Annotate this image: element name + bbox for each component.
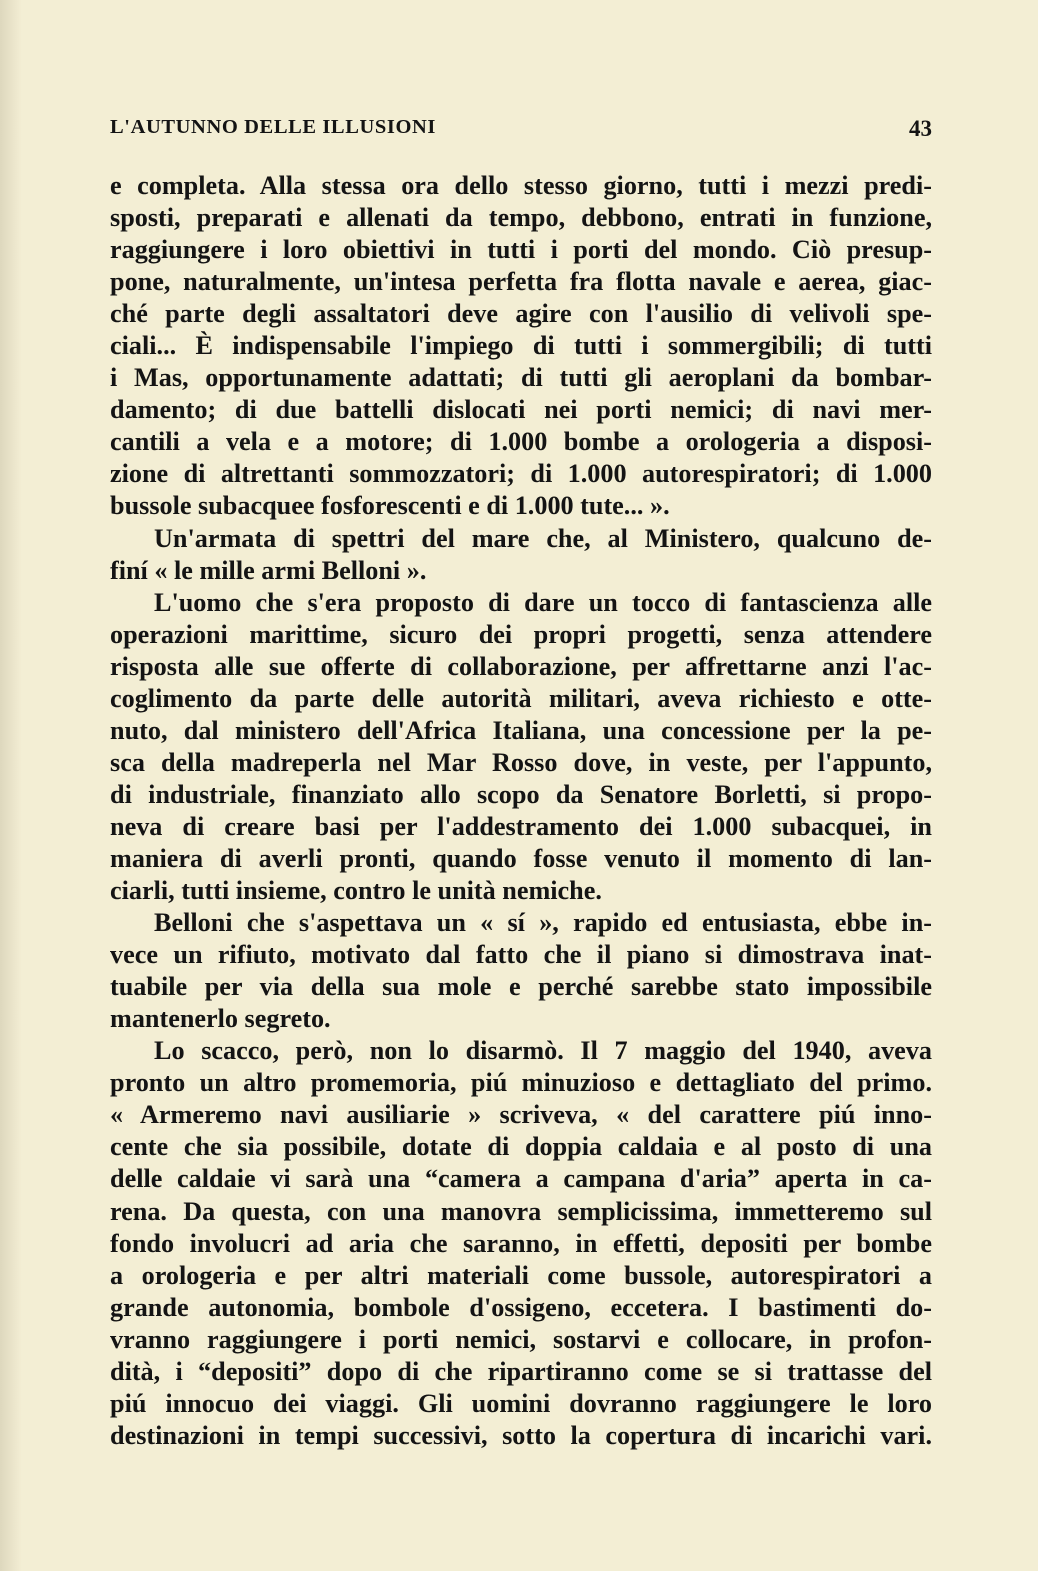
text-line: di industriale, finanziato allo scopo da Senatore Borletti, si propo-	[110, 779, 932, 809]
text-line: L'uomo che s'era proposto di dare un tocco di fantascienza alle	[154, 587, 932, 617]
text-line: sposti, preparati e allenati da tempo, debbono, entrati in funzione,	[110, 203, 932, 233]
text-line: i Mas, opportunamente adattati; di tutti gli aeroplani da bombar-	[110, 363, 932, 393]
text-line: finí « le mille armi Belloni ».	[110, 555, 427, 585]
text-line: « Armeremo navi ausiliarie » scriveva, « del carattere piú inno-	[110, 1100, 932, 1130]
text-line: pronto un altro promemoria, piú minuzioso e dettagliato del primo.	[110, 1068, 932, 1098]
chapter-title: L'AUTUNNO DELLE ILLUSIONI	[110, 116, 436, 138]
text-line: pone, naturalmente, un'intesa perfetta fra flotta navale e aerea, giac-	[110, 267, 932, 297]
text-line: ciarli, tutti insieme, contro le unità nemiche.	[110, 876, 602, 906]
text-line: zione di altrettanti sommozzatori; di 1.000 autorespiratori; di 1.000	[110, 459, 932, 489]
text-line: vranno raggiungere i porti nemici, sostarvi e collocare, in profon-	[110, 1324, 932, 1354]
text-line: bussole subacquee fosforescenti e di 1.000 tute... ».	[110, 491, 670, 521]
body-text	[110, 170, 932, 1452]
text-line: destinazioni in tempi successivi, sotto la copertura di incarichi vari.	[110, 1420, 932, 1450]
text-line: Lo scacco, però, non lo disarmò. Il 7 maggio del 1940, aveva	[154, 1036, 932, 1066]
text-line: sca della madreperla nel Mar Rosso dove, in veste, per l'appunto,	[110, 747, 932, 777]
text-line: piú innocuo dei viaggi. Gli uomini dovranno raggiungere le loro	[110, 1388, 932, 1418]
text-line: dità, i “depositi” dopo di che ripartiranno come se si trattasse del	[110, 1356, 932, 1386]
page-number: 43	[909, 116, 932, 141]
text-line: tuabile per via della sua mole e perché sarebbe stato impossibile	[110, 972, 932, 1002]
text-line: cantili a vela e a motore; di 1.000 bombe a orologeria a disposi-	[110, 427, 932, 457]
text-line: risposta alle sue offerte di collaborazione, per affrettarne anzi l'ac-	[110, 651, 932, 681]
text-line: fondo involucri ad aria che saranno, in effetti, depositi per bombe	[110, 1228, 932, 1258]
text-line: e completa. Alla stessa ora dello stesso giorno, tutti i mezzi predi-	[110, 171, 932, 200]
text-line: rena. Da questa, con una manovra semplicissima, immetteremo sul	[110, 1196, 932, 1226]
text-line: damento; di due battelli dislocati nei porti nemici; di navi mer-	[110, 395, 932, 425]
page-edge-shadow	[0, 0, 22, 1571]
text-line: vece un rifiuto, motivato dal fatto che il piano si dimostrava inat-	[110, 940, 932, 970]
text-line: nuto, dal ministero dell'Africa Italiana, una concessione per la pe-	[110, 715, 932, 745]
text-line: neva di creare basi per l'addestramento dei 1.000 subacquei, in	[110, 811, 932, 841]
text-line: cente che sia possibile, dotate di doppia caldaia e al posto di una	[110, 1132, 932, 1162]
text-line: delle caldaie vi sarà una “camera a campana d'aria” aperta in ca-	[110, 1164, 932, 1194]
text-line: mantenerlo segreto.	[110, 1004, 331, 1034]
text-line: raggiungere i loro obiettivi in tutti i porti del mondo. Ciò presup-	[110, 235, 932, 265]
text-line: ciali... È indispensabile l'impiego di tutti i sommergibili; di tutti	[110, 331, 932, 361]
text-line: Belloni che s'aspettava un « sí », rapido ed entusiasta, ebbe in-	[154, 908, 932, 938]
text-line: a orologeria e per altri materiali come bussole, autorespiratori a	[110, 1260, 932, 1290]
text-line: operazioni marittime, sicuro dei propri progetti, senza attendere	[110, 619, 932, 649]
text-line: Un'armata di spettri del mare che, al Ministero, qualcuno de-	[154, 523, 932, 553]
running-head	[110, 116, 932, 146]
text-line: grande autonomia, bombole d'ossigeno, eccetera. I bastimenti do-	[110, 1292, 932, 1322]
text-line: maniera di averli pronti, quando fosse venuto il momento di lan-	[110, 843, 932, 873]
text-line: coglimento da parte delle autorità militari, aveva richiesto e otte-	[110, 683, 932, 713]
text-line: ché parte degli assaltatori deve agire con l'ausilio di velivoli spe-	[110, 299, 932, 329]
